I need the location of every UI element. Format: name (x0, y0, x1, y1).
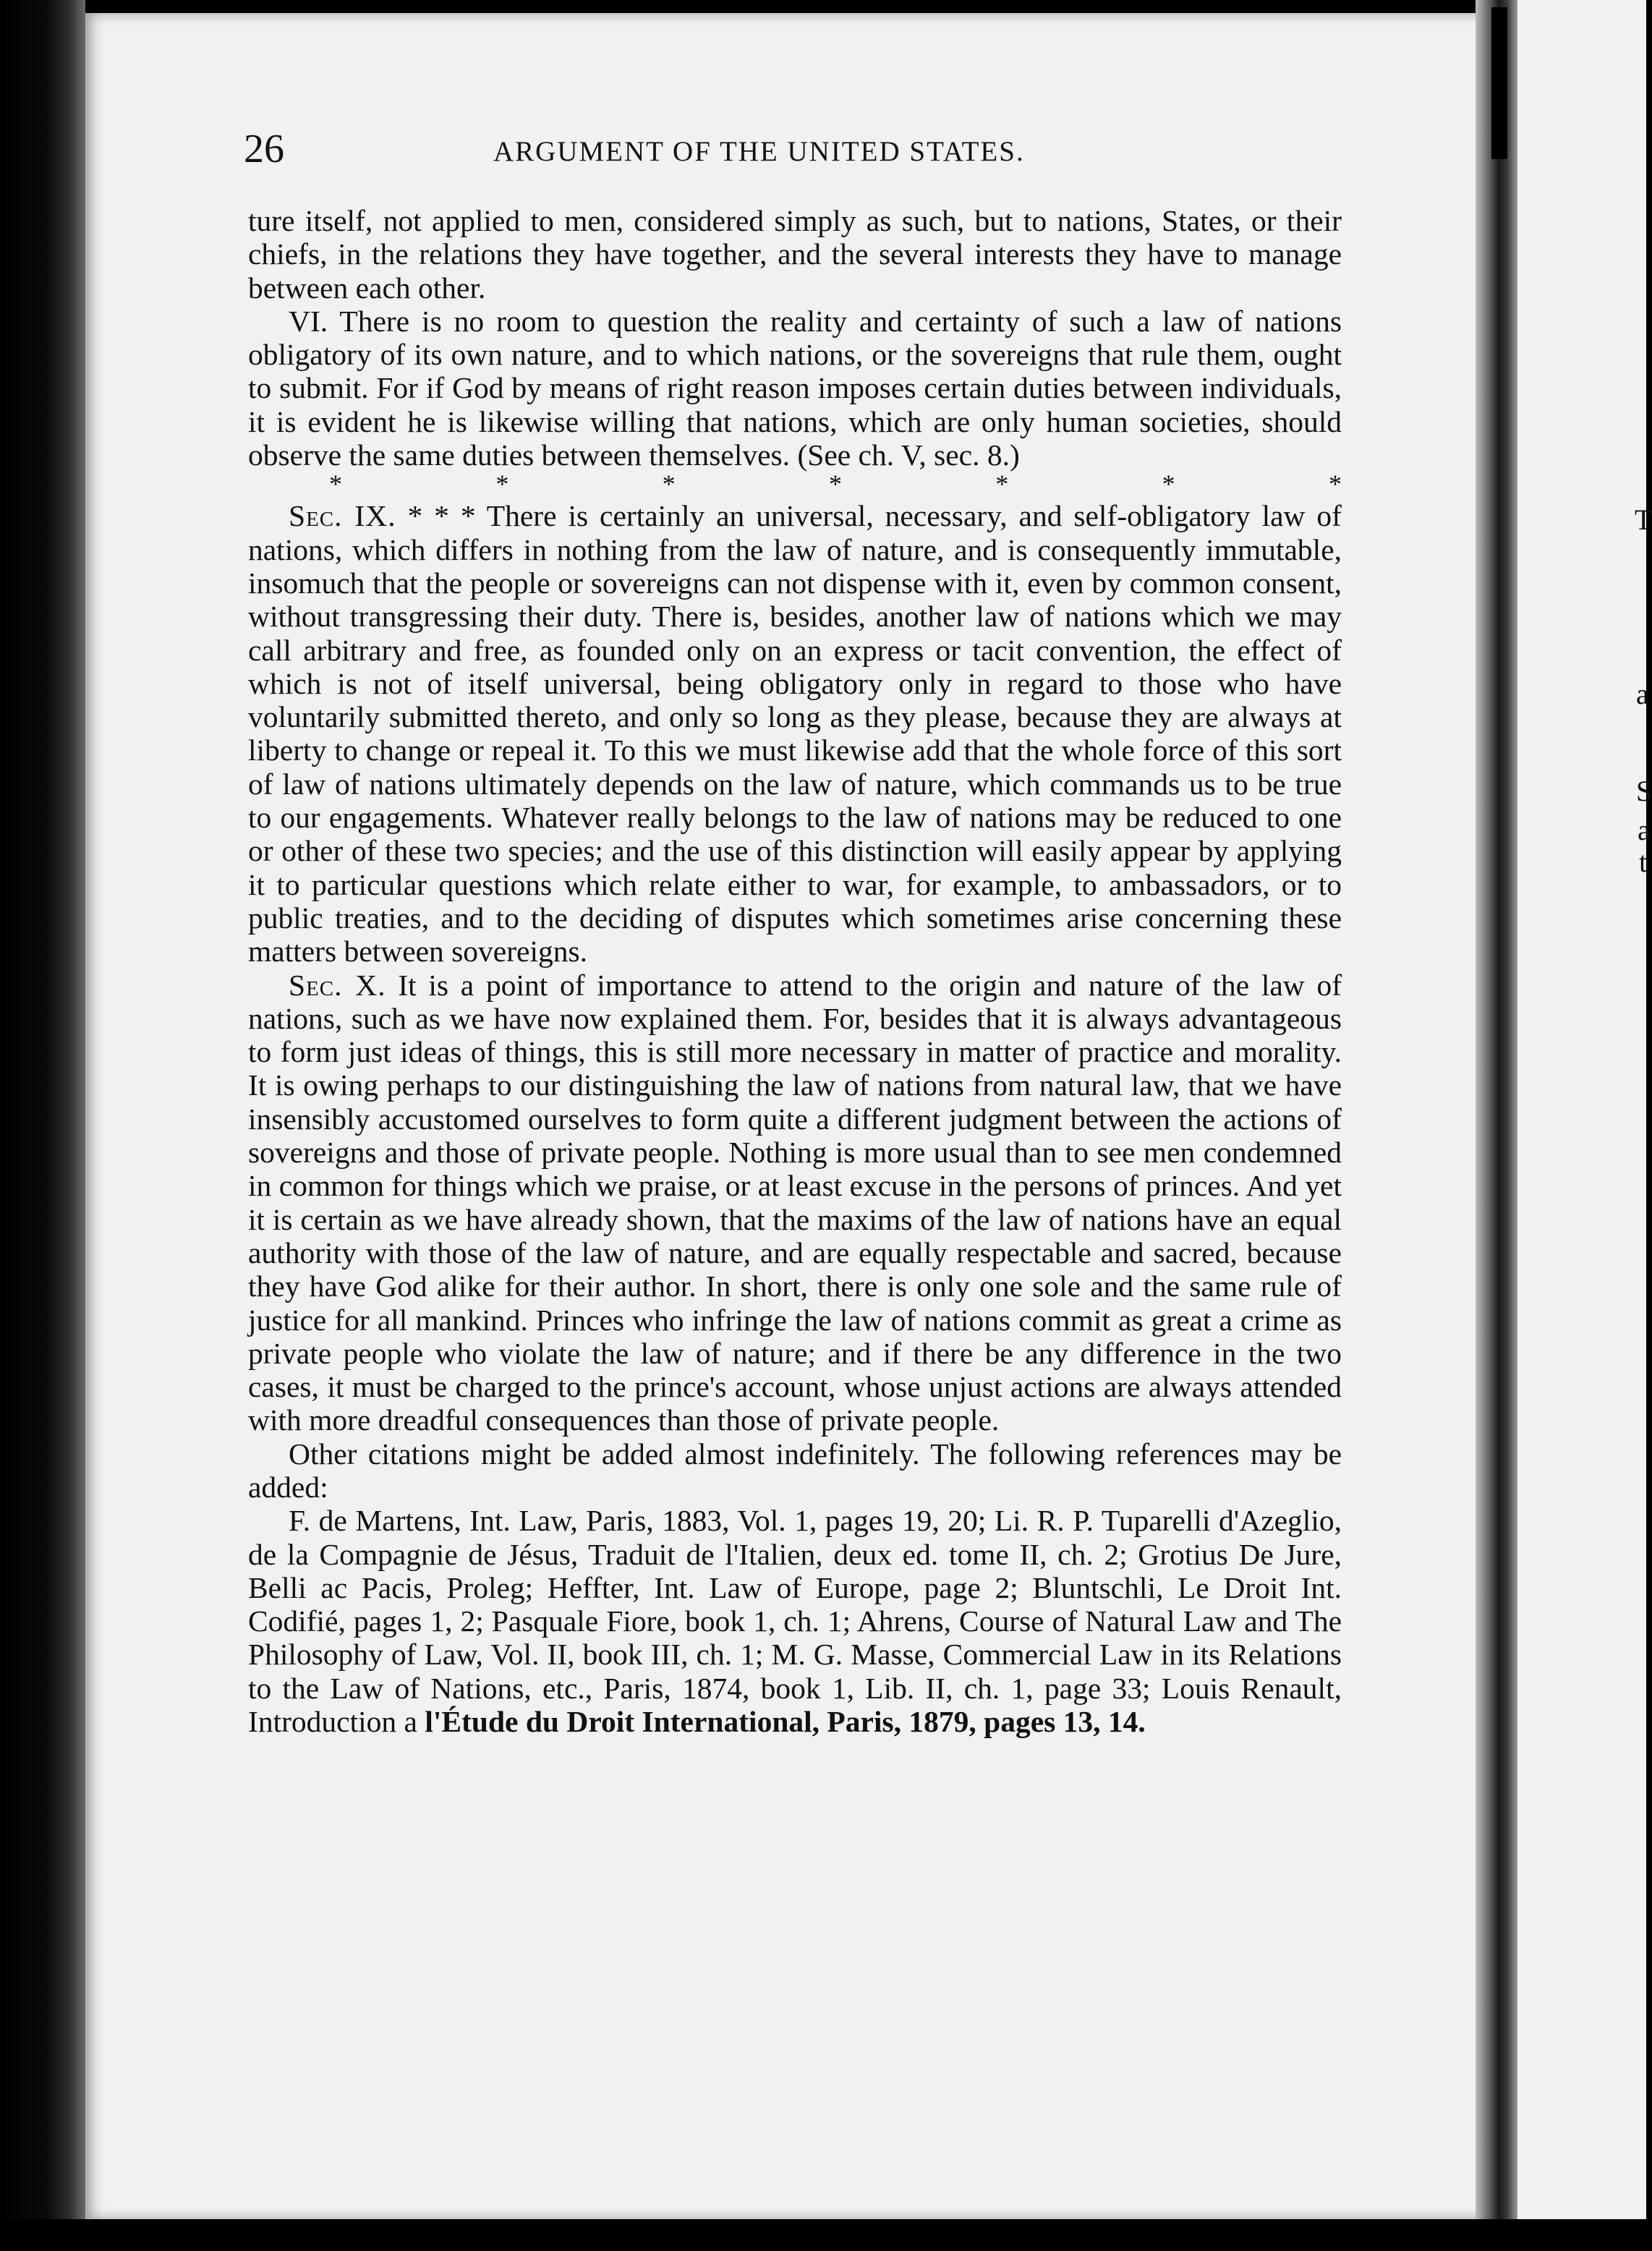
facing-page-fragment: S (1636, 775, 1652, 807)
section-label: Sec. X. (289, 968, 386, 1002)
references-block (248, 1504, 1342, 1738)
page-number: 26 (244, 127, 284, 171)
book-spine-gutter (1476, 0, 1517, 2251)
facing-page-fragment: a (1636, 678, 1649, 710)
star-mark: * (828, 469, 842, 499)
section-label: Sec. IX. (289, 499, 396, 533)
page-body (248, 204, 1342, 1738)
paragraph-section-x (248, 969, 1342, 1437)
scan-left-margin (0, 0, 85, 2251)
star-mark: * (1328, 469, 1342, 499)
star-mark: * (329, 469, 342, 499)
paragraph-other-citations: Other citations might be added almost indefinitely. The following references may be added: (248, 1437, 1342, 1504)
ellipsis-stars (248, 467, 1342, 501)
paragraph-section-ix (248, 499, 1342, 968)
section-ix-text: There is certainly an universal, necessary, and self-obligatory law of nations, which differs in nothing from the law of nature, and is consequently immutable, insomuch that the people or sovereigns can not dispense with it, even by common consent, without transgressing their duty. There is, besides, another law of nations which we may call arbitrary and free, as founded only on an express or tacit convention, the effect of which is not of itself universal, being obligatory only in regard to those who have voluntarily submitted thereto, and only so long as they please, because they are always at liberty to change or repeal it. To this we must likewise add that the whole force of this sort of law of nations ultimately depends on the law of nature, which commands us to be true to our engagements. Whatever really belongs to the law of nations may be reduced to one or other of these two species; and the use of this distinction will easily appear by applying it to particular questions which relate either to war, for example, to ambassadors, or to public treaties, and to the deciding of disputes which sometimes arise concerning these matters between sovereigns. (248, 499, 1342, 969)
facing-page-edge (1517, 0, 1652, 2251)
paragraph-continuation: ture itself, not applied to men, considered simply as such, but to nations, States, or their chiefs, in the relations they have together, and the several interests they have to manage between each other. (248, 204, 1342, 305)
paragraph-references (248, 1504, 1342, 1738)
paragraph-section-vi: VI. There is no room to question the reality and certainty of such a law of nations obligatory of its own nature, and to which nations, or the sovereigns that rule them, ought to submit. For if God by means of right reason imposes certain duties between individuals, it is evident he is likewise willing that nations, which are only human societies, should observe the same duties between themselves. (See ch. V, sec. 8.) (248, 304, 1342, 472)
spine-shadow (1491, 7, 1507, 159)
facing-page-fragment: t (1639, 846, 1648, 878)
section-stars: * * * (407, 499, 476, 533)
star-mark: * (662, 469, 676, 499)
section-x-text: It is a point of importance to attend to the origin and nature of the law of nations, such as we have now explained them. For, besides that it is always advantageous to form just ideas of things, this is still more necessary in matter of practice and morality. It is owing perhaps to our distinguishing the law of nations from natural law, that we have insensibly accustomed ourselves to form quite a different judgment between the actions of sovereigns and those of private people. Nothing is more usual than to see men condemned in common for things which we praise, or at least excuse in the persons of princes. And yet it is certain as we have already shown, that the maxims of the law of nations have an equal authority with those of the law of nature, and are equally respectable and sacred, because they have God alike for their author. In short, there is only one sole and the same rule of justice for all mankind. Princes who infringe the law of nations commit as great a crime as private people who violate the law of nature; and if there be any difference in the two cases, it must be charged to the prince's account, whose unjust actions are always attended with more dreadful consequences than those of private people. (248, 968, 1342, 1437)
running-title: ARGUMENT OF THE UNITED STATES. (493, 136, 1025, 167)
references-text: F. de Martens, Int. Law, Paris, 1883, Vol. 1, pages 19, 20; Li. R. P. Tuparelli d'Azeglio, de la Compagnie de Jésus, Traduit de l'Italien, deux ed. tome II, ch. 2; Grotius De Jure, Belli ac Pacis, Proleg; Heffter, Int. Law of Europe, page 2; Bluntschli, Le Droit Int. Codifié, pages 1, 2; Pasquale Fiore, book 1, ch. 1; Ahrens, Course of Natural Law and The Philosophy of Law, Vol. II, book III, ch. 1; M. G. Masse, Commercial Law in its Relations to the Law of Nations, etc., Paris, 1874, book 1, Lib. II, ch. 1, page 33; Louis Renault, Introduction a (248, 1504, 1342, 1739)
star-mark: * (495, 469, 509, 499)
star-mark: * (1162, 469, 1175, 499)
facing-page-fragment: a (1638, 814, 1651, 846)
facing-page-fragment: T (1635, 503, 1652, 536)
references-tail: l'Étude du Droit International, Paris, 1879, pages 13, 14. (425, 1705, 1146, 1739)
star-mark: * (995, 469, 1009, 499)
scan-bottom-edge (0, 2219, 1646, 2251)
